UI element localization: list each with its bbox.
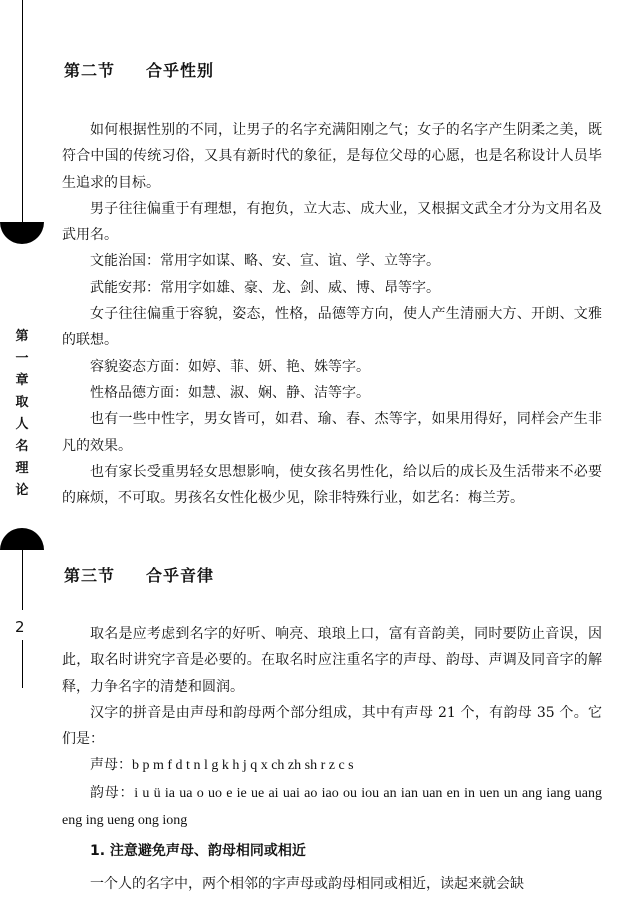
paragraph: 男子往往偏重于有理想，有抱负，立大志、成大业，又根据文武全才分为文用名及武用名。 xyxy=(62,200,602,244)
margin-tab-bottom xyxy=(0,528,44,550)
paragraph: 文能治国：常用字如谋、略、安、宣、谊、学、立等字。 xyxy=(90,253,440,270)
margin-rule-bottom xyxy=(22,640,23,688)
yunmu-line xyxy=(62,780,602,835)
margin-tab-top xyxy=(0,222,44,244)
chapter-char: 名 xyxy=(15,439,29,454)
chapter-char: 理 xyxy=(15,461,29,476)
section-3-body xyxy=(62,621,602,897)
margin-rule-top xyxy=(22,0,23,222)
yunmu-label: 韵母： xyxy=(90,784,135,801)
subheading: 1. 注意避免声母、韵母相同或相近 xyxy=(90,843,306,860)
chapter-vertical-label xyxy=(12,326,32,502)
paragraph: 女子往往偏重于容貌，姿态，性格，品德等方向，使人产生清丽大方、开朗、文雅的联想。 xyxy=(62,306,602,349)
shengmu-line xyxy=(62,752,602,779)
chapter-char: 人 xyxy=(15,417,29,432)
shengmu-list: b p m f d t n l g k h j q x ch zh sh r z c s xyxy=(132,758,354,774)
section-2-body xyxy=(62,117,602,511)
paragraph: 性格品德方面：如慧、淑、娴、静、洁等字。 xyxy=(90,384,370,401)
paragraph: 也有家长受重男轻女思想影响，使女孩名男性化，给以后的成长及生活带来不必要的麻烦，不可取。男孩名女性化极少见，除非特殊行业，如艺名：梅兰芳。 xyxy=(62,463,602,507)
section-title: 合乎音律 xyxy=(146,566,215,585)
paragraph: 也有一些中性字，男女皆可，如君、瑜、春、杰等字，如果用得好，同样会产生非凡的效果。 xyxy=(62,411,602,454)
chapter-char: 论 xyxy=(15,483,29,498)
chapter-char: 第 xyxy=(15,329,29,344)
section-2-heading xyxy=(64,58,214,81)
page-number: 2 xyxy=(15,618,25,636)
paragraph: 容貌姿态方面：如婷、菲、妍、艳、姝等字。 xyxy=(90,358,370,375)
section-number: 第三节 xyxy=(64,566,116,585)
paragraph: 武能安邦：常用字如雄、豪、龙、剑、威、博、昂等字。 xyxy=(90,279,440,296)
chapter-char: 章 xyxy=(15,373,29,388)
chapter-char: 取 xyxy=(15,395,29,410)
paragraph: 汉字的拼音是由声母和韵母两个部分组成，其中有声母 21 个，有韵母 35 个。它们是： xyxy=(62,704,602,748)
section-number: 第二节 xyxy=(64,61,116,80)
section-3-heading xyxy=(64,563,214,586)
section-title: 合乎性别 xyxy=(146,61,215,80)
paragraph: 一个人的名字中，两个相邻的字声母或韵母相同或相近，读起来就会缺 xyxy=(90,875,524,892)
margin-rule-middle xyxy=(22,550,23,610)
yunmu-list: i u ü ia ua o uo e ie ue ai uai ao iao ou iou an ian uan en in uen un ang iang uang eng ing ueng ong iong xyxy=(62,785,602,829)
shengmu-label: 声母： xyxy=(90,757,132,774)
chapter-char: 一 xyxy=(15,351,29,366)
paragraph: 取名是应考虑到名字的好听、响亮、琅琅上口，富有音韵美，同时要防止音误，因此，取名时讲究字音是必要的。在取名时应注重名字的声母、韵母、声调及同音字的解释，力争名字的清楚和圆润。 xyxy=(62,626,602,695)
paragraph: 如何根据性别的不同，让男子的名字充满阳刚之气；女子的名字产生阴柔之美，既符合中国的传统习俗，又具有新时代的象征，是每位父母的心愿，也是名称设计人员毕生追求的目标。 xyxy=(62,122,602,191)
